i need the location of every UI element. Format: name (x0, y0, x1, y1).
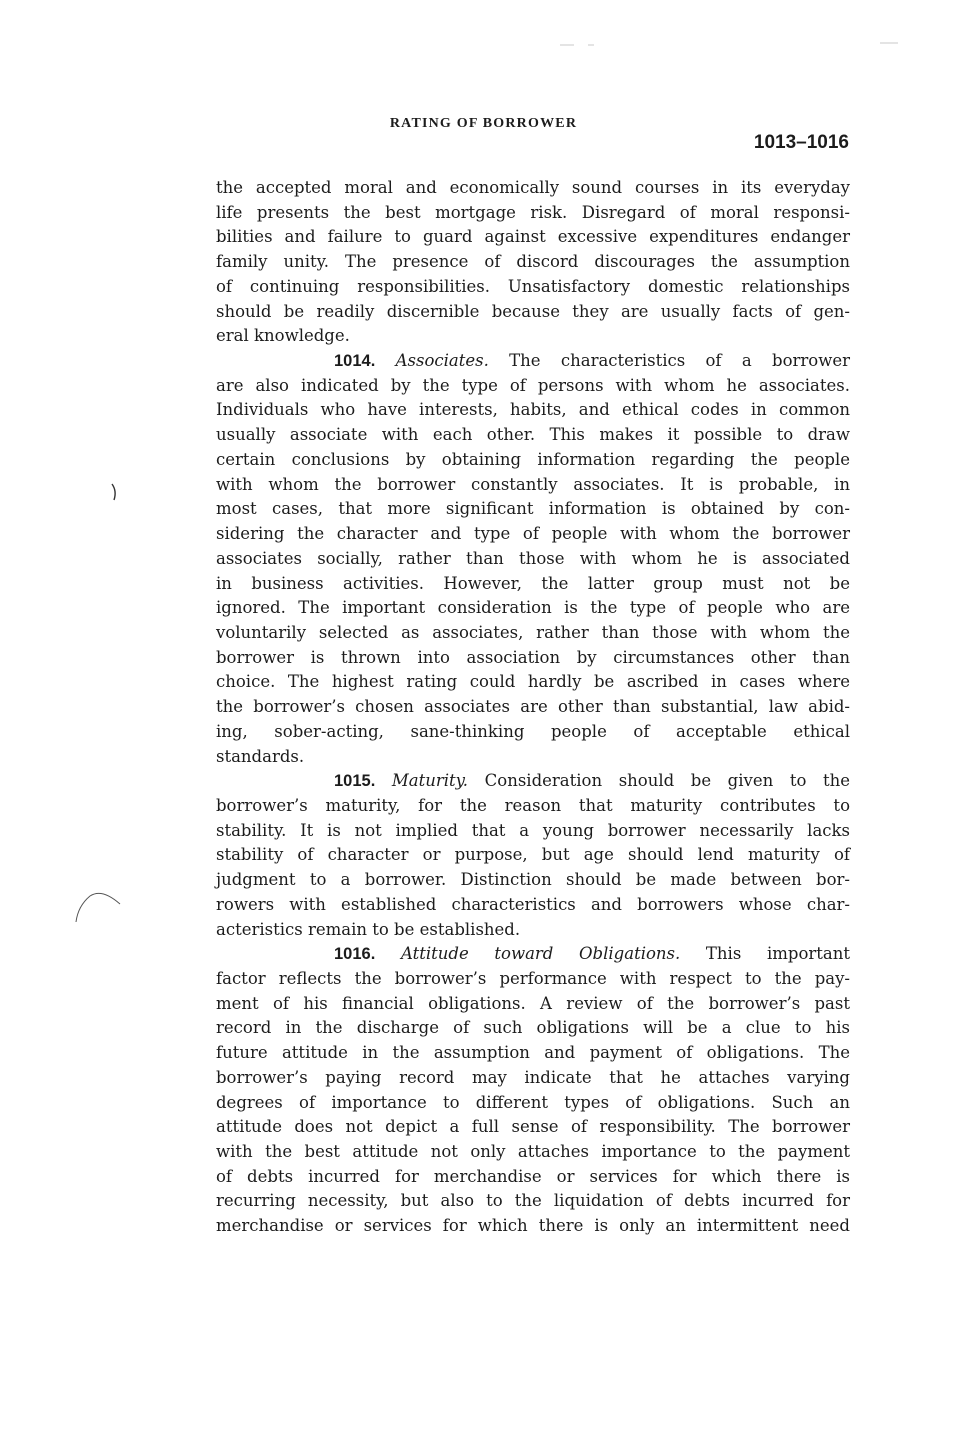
section-number: 1015. (334, 772, 376, 791)
text-line: of continuing responsibilities. Unsatisfactory domestic relationships (216, 276, 850, 296)
text-line: most cases, that more significant information is obtained by con- (216, 499, 850, 519)
intro-paragraph (216, 176, 850, 349)
text-line: ing, sober-acting, sane-thinking people of acceptable ethical (216, 721, 850, 741)
text-line: future attitude in the assumption and payment of obligations. The (216, 1043, 850, 1063)
section-first-line-text: The characteristics of a borrower (509, 351, 850, 371)
text-line: family unity. The presence of discord discourages the assumption (216, 252, 850, 272)
body-text (216, 176, 850, 1239)
text-line: choice. The highest rating could hardly be ascribed in cases where (216, 672, 850, 692)
text-line: acteristics remain to be established. (216, 919, 521, 939)
section-1015 (216, 769, 850, 942)
text-line: ignored. The important consideration is the type of people who are (216, 598, 850, 618)
text-line: of debts incurred for merchandise or services for which there is (216, 1166, 850, 1186)
section-heading-line (216, 769, 850, 794)
text-line: standards. (216, 746, 305, 766)
text-line: borrower’s maturity, for the reason that maturity contributes to (216, 795, 850, 815)
text-line: stability. It is not implied that a young borrower necessarily lacks (216, 820, 850, 840)
text-line: eral knowledge. (216, 326, 350, 346)
text-line: sidering the character and type of people with whom the borrower (216, 524, 850, 544)
section-first-line-text: This important (705, 944, 850, 964)
text-line: the accepted moral and economically sound courses in its everyday (216, 178, 850, 197)
text-line: factor reflects the borrower’s performance with respect to the pay- (216, 969, 850, 988)
text-line: attitude does not depict a full sense of responsibility. The borrower (216, 1117, 850, 1137)
text-line: should be readily discernible because they are usually facts of gen- (216, 301, 850, 321)
text-line: ment of his financial obligations. A review of the borrower’s past (216, 993, 850, 1013)
section-number: 1014. (334, 352, 376, 371)
section-1014 (216, 349, 850, 769)
text-line: with whom the borrower constantly associates. It is probable, in (216, 474, 850, 494)
running-header-title: RATING OF BORROWER (389, 116, 578, 131)
text-line: the borrower’s chosen associates are other than substantial, law abid- (216, 697, 850, 717)
text-line: associates socially, rather than those with whom he is associated (216, 548, 850, 568)
text-line: stability of character or purpose, but age should lend maturity of (216, 845, 850, 865)
text-line: record in the discharge of such obligations will be a clue to his (216, 1018, 850, 1038)
text-line: degrees of importance to different types of obligations. Such an (216, 1092, 850, 1112)
text-line: life presents the best mortgage risk. Disregard of moral responsi- (216, 202, 850, 222)
section-number: 1016. (334, 945, 376, 964)
text-line: are also indicated by the type of persons with whom he associates. (216, 375, 850, 395)
text-line: usually associate with each other. This makes it possible to draw (216, 425, 850, 445)
section-first-line-text: Consideration should be given to the (484, 771, 850, 791)
text-line: Individuals who have interests, habits, and ethical codes in common (216, 400, 850, 420)
page-range: 1013–1016 (753, 132, 849, 153)
section-title: Attitude toward Obligations. (400, 944, 681, 964)
margin-scan-mark (108, 482, 122, 504)
top-scan-speckle (560, 40, 900, 50)
text-line: bilities and failure to guard against excessive expenditures endanger (216, 227, 850, 247)
section-heading-line (216, 349, 850, 374)
text-line: with the best attitude not only attaches importance to the payment (216, 1142, 850, 1162)
section-heading-line (216, 942, 850, 967)
section-title: Associates. (395, 351, 489, 371)
section-1016 (216, 942, 850, 1239)
text-line: borrower’s paying record may indicate that he attaches varying (216, 1067, 850, 1087)
text-line: rowers with established characteristics and borrowers whose char- (216, 894, 850, 914)
text-line: voluntarily selected as associates, rather than those with whom the (216, 622, 850, 642)
text-line: merchandise or services for which there is only an intermittent need (216, 1216, 850, 1236)
text-line: borrower is thrown into association by circumstances other than (216, 647, 850, 667)
section-title: Maturity. (391, 771, 469, 791)
margin-scan-mark (70, 886, 126, 926)
text-line: judgment to a borrower. Distinction should be made between bor- (216, 870, 850, 890)
text-line: recurring necessity, but also to the liquidation of debts incurred for (216, 1191, 850, 1211)
text-line: in business activities. However, the latter group must not be (216, 573, 850, 593)
text-line: certain conclusions by obtaining information regarding the people (216, 449, 850, 469)
